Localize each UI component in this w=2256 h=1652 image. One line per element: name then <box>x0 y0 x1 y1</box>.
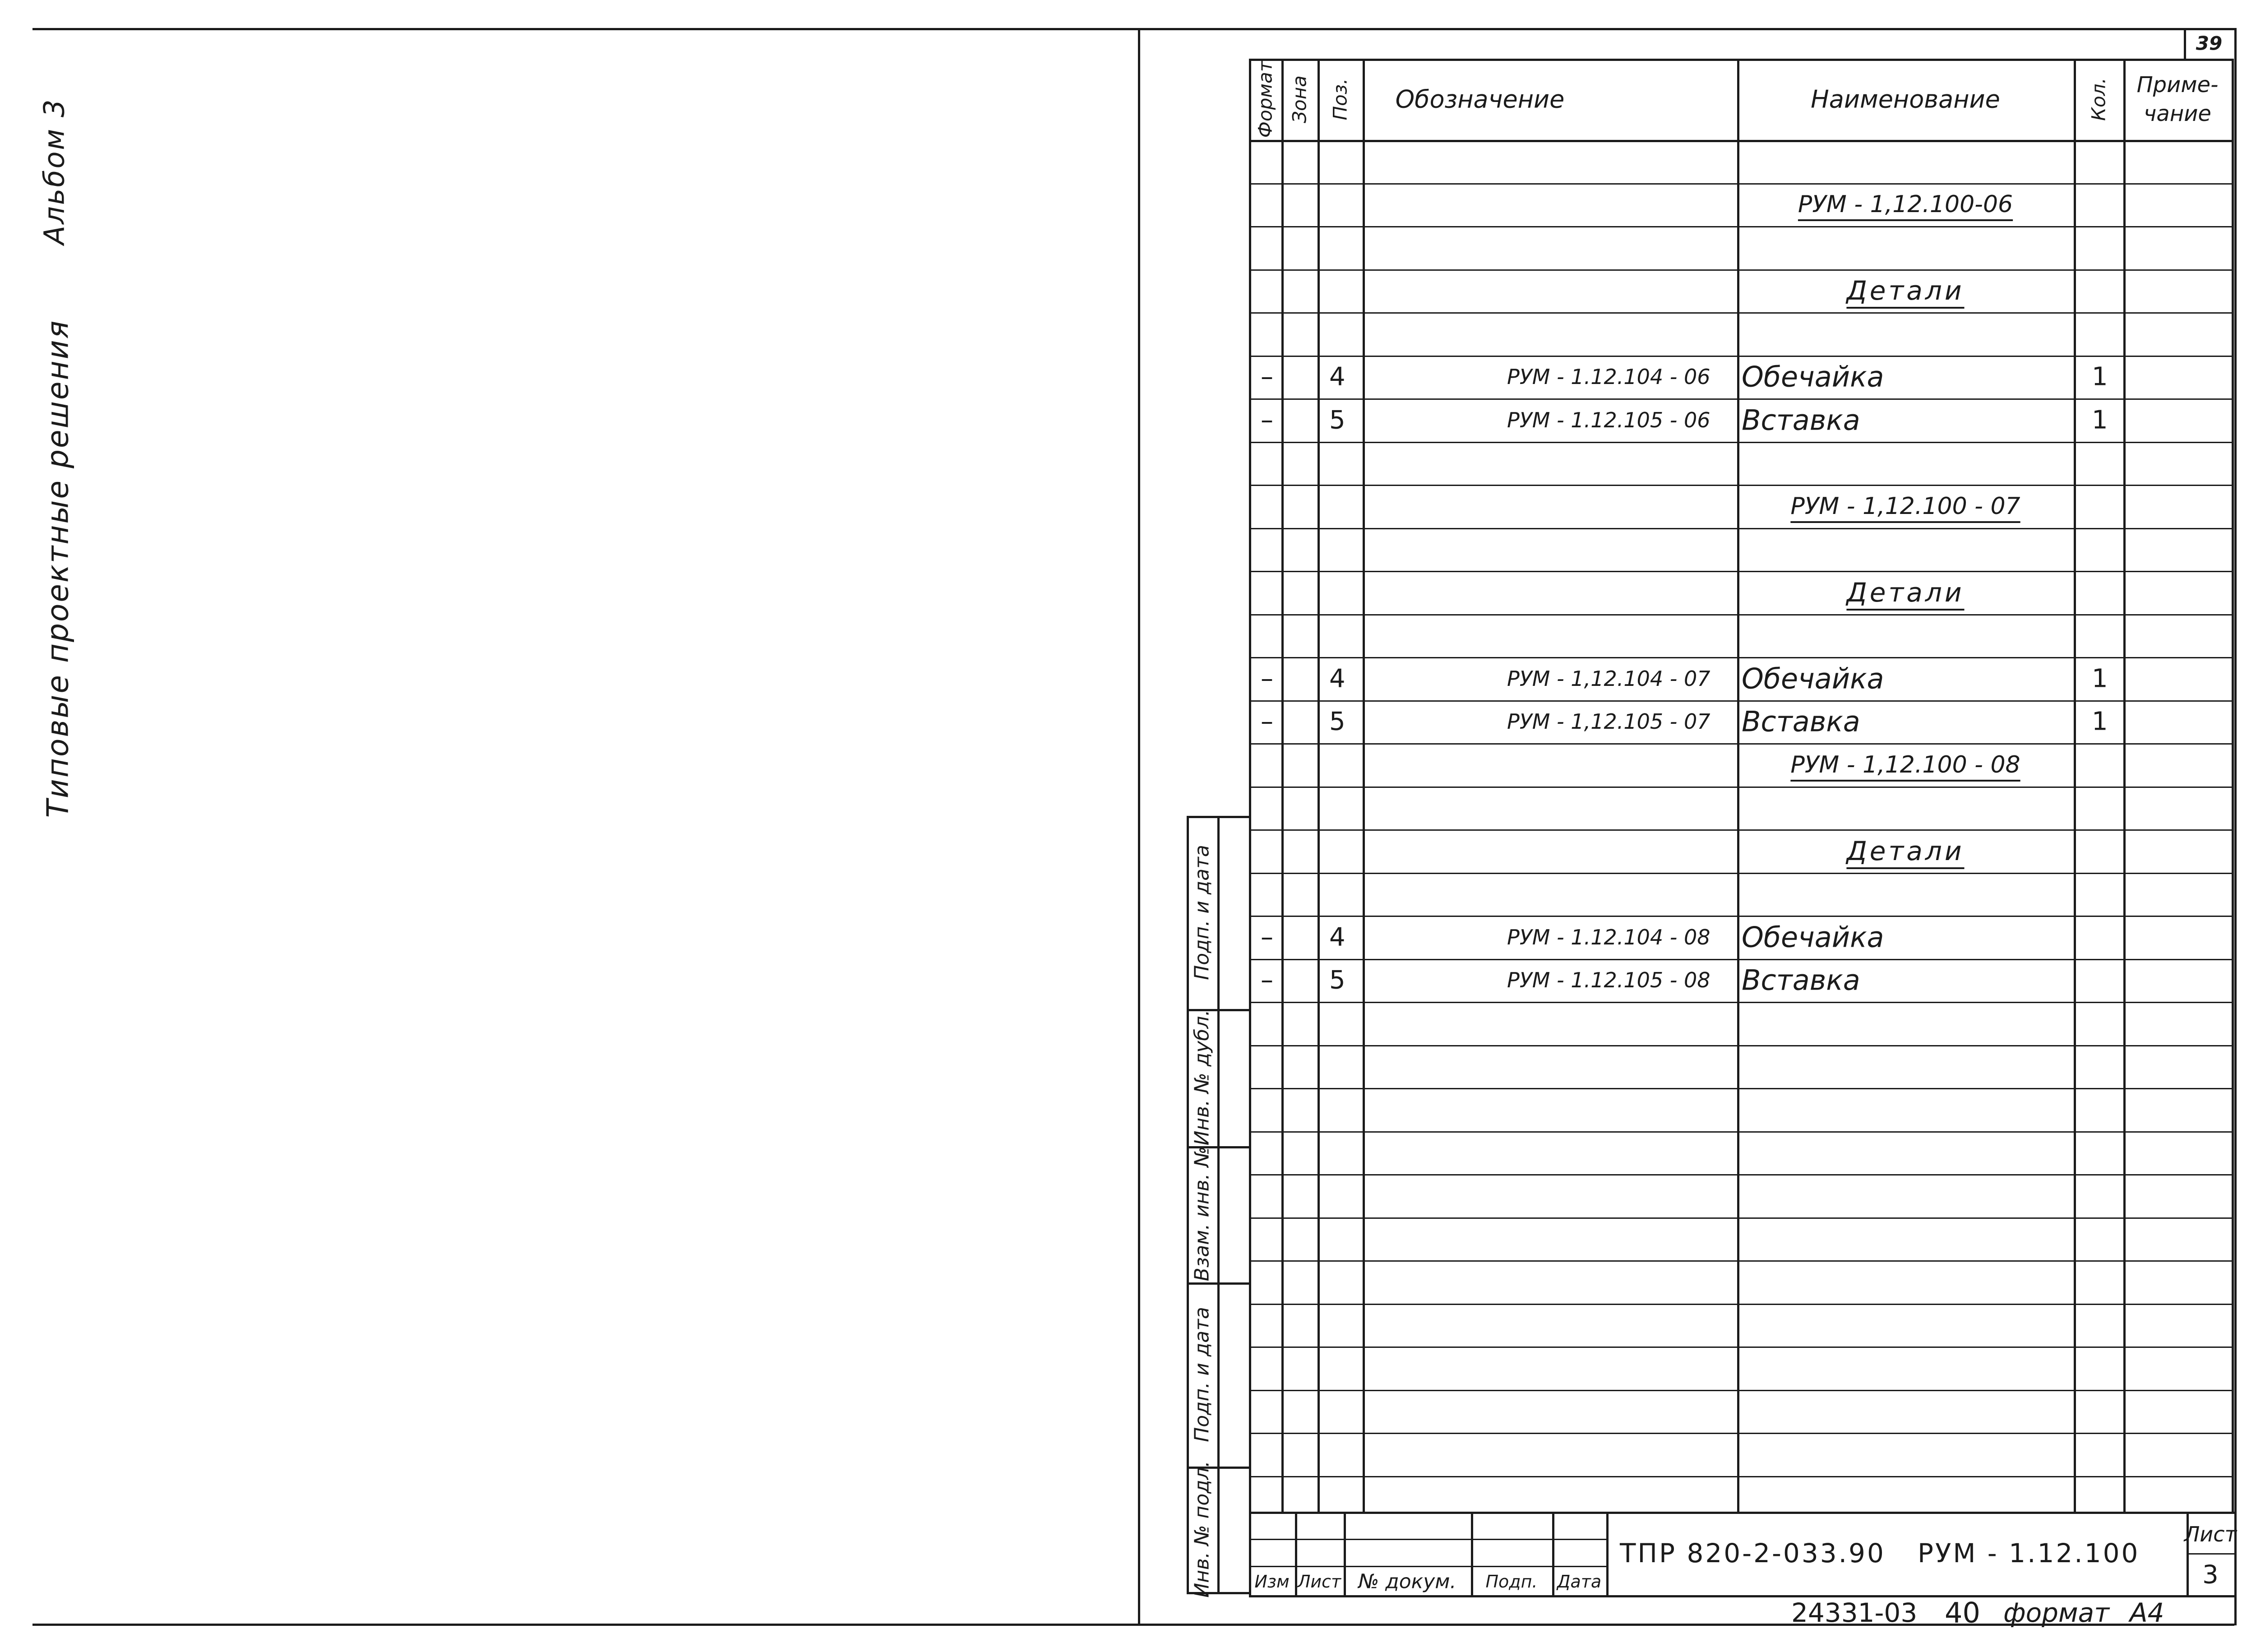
row-pos: 4 <box>1329 362 1345 392</box>
strip-outer-line <box>1187 816 1189 1592</box>
header-format: Формат <box>1254 60 1276 138</box>
album-label: Альбом 3 <box>37 98 71 245</box>
header-zone: Зона <box>1288 75 1311 123</box>
row-line <box>1249 226 2232 227</box>
top-border-left <box>32 28 1138 30</box>
header-pos: Поз. <box>1329 78 1351 120</box>
row-title: РУМ - 1,12.100-06 <box>1798 191 2013 218</box>
row-pos: 5 <box>1329 707 1345 736</box>
row-line <box>1249 1433 2232 1434</box>
row-line <box>1249 873 2232 874</box>
row-line <box>1249 1304 2232 1305</box>
label-inv-dubl: Инв. № дубл. <box>1190 1009 1214 1146</box>
row-line <box>1249 312 2232 314</box>
stamp-row-line <box>1249 1539 1606 1540</box>
row-line <box>1249 269 2232 271</box>
row-line <box>1249 614 2232 615</box>
row-designation: РУМ - 1.12.104 - 06 <box>1507 365 1710 389</box>
strip-divider <box>1187 1282 1249 1285</box>
sheet-box-divider <box>2187 1553 2234 1555</box>
column-line <box>2074 59 2076 1512</box>
row-line <box>1249 959 2232 960</box>
label-podp-data-top: Подп. и дата <box>1190 845 1214 980</box>
row-format: – <box>1261 922 1273 952</box>
side-title: Типовые проектные решения <box>40 319 75 818</box>
row-designation: РУМ - 1.12.105 - 06 <box>1507 407 1710 432</box>
row-line <box>1249 787 2232 788</box>
column-line <box>1737 59 1739 1512</box>
column-line <box>1318 59 1320 1512</box>
header-designation: Обозначение <box>1395 85 1565 114</box>
row-line <box>1249 1390 2232 1391</box>
footer-inventory: 24331-03 <box>1791 1597 1918 1628</box>
row-line <box>1249 1217 2232 1219</box>
top-border-right <box>1138 28 2234 30</box>
row-line <box>1249 657 2232 658</box>
header-note-line2: чание <box>2144 101 2211 126</box>
row-qty: 1 <box>2092 362 2108 392</box>
row-section: Детали <box>1846 577 1965 608</box>
stamp-doc-code: ТПР 820-2-033.90 <box>1620 1538 1886 1569</box>
stamp-data: Дата <box>1557 1572 1602 1592</box>
row-line <box>1249 1131 2232 1133</box>
row-format: – <box>1261 362 1273 392</box>
stamp-sheet-number: 3 <box>2202 1560 2219 1590</box>
row-section: Детали <box>1846 835 1965 866</box>
column-line <box>2232 59 2234 1512</box>
row-line <box>1249 1045 2232 1046</box>
row-line <box>1249 743 2232 745</box>
row-designation: РУМ - 1.12.104 - 08 <box>1507 925 1710 949</box>
row-format: – <box>1261 965 1273 995</box>
row-name: Вставка <box>1742 705 1860 738</box>
table-top-line <box>1249 59 2232 61</box>
row-line <box>1249 398 2232 400</box>
header-qty: Кол. <box>2087 78 2110 121</box>
row-format: – <box>1261 405 1273 435</box>
stamp-column-line <box>1471 1512 1473 1595</box>
row-designation: РУМ - 1,12.105 - 07 <box>1507 709 1710 734</box>
row-name: Вставка <box>1742 963 1860 997</box>
row-format: – <box>1261 707 1273 736</box>
frame-right-edge <box>2234 28 2237 1625</box>
stamp-row-line <box>1249 1566 1606 1567</box>
row-line <box>1249 916 2232 917</box>
row-line <box>1249 1347 2232 1348</box>
stamp-column-line <box>1295 1512 1297 1595</box>
row-line <box>1249 700 2232 702</box>
stamp-podp: Подп. <box>1485 1572 1538 1592</box>
row-line <box>1249 1476 2232 1477</box>
header-name: Наименование <box>1811 85 2000 114</box>
strip-inner-line <box>1217 816 1220 1592</box>
column-line <box>1363 59 1365 1512</box>
footer-format-label: формат <box>2003 1597 2109 1628</box>
stamp-column-line <box>1552 1512 1554 1595</box>
row-line <box>1249 571 2232 572</box>
row-name: Обечайка <box>1742 921 1884 954</box>
label-podp-data-bottom: Подп. и дата <box>1190 1307 1214 1442</box>
row-section: Детали <box>1846 275 1965 306</box>
row-line <box>1249 1174 2232 1175</box>
stamp-designation: РУМ - 1.12.100 <box>1918 1538 2140 1569</box>
row-line <box>1249 829 2232 831</box>
row-designation: РУМ - 1.12.105 - 08 <box>1507 968 1710 993</box>
column-line <box>2123 59 2126 1512</box>
row-qty: 1 <box>2092 405 2108 435</box>
label-vzam-inv: Взам. инв. № <box>1190 1146 1214 1282</box>
row-pos: 5 <box>1329 965 1345 995</box>
stamp-column-line <box>1606 1512 1609 1595</box>
header-note-line1: Приме- <box>2136 72 2219 97</box>
stamp-column-line <box>1344 1512 1346 1595</box>
row-line <box>1249 485 2232 486</box>
row-title: РУМ - 1,12.100 - 08 <box>1790 751 2020 778</box>
row-line <box>1249 528 2232 529</box>
stamp-sheet-label: Лист <box>2184 1522 2237 1546</box>
corner-box-top <box>2184 28 2234 29</box>
row-name: Обечайка <box>1742 360 1884 393</box>
column-line <box>1249 59 1251 1512</box>
stamp-list: Лист <box>1297 1572 1341 1592</box>
row-pos: 5 <box>1329 405 1345 435</box>
footer-page: 40 <box>1945 1596 1980 1629</box>
row-pos: 4 <box>1329 664 1345 694</box>
row-title: РУМ - 1,12.100 - 07 <box>1790 492 2020 520</box>
footer-format-value: А4 <box>2130 1597 2164 1628</box>
row-name: Вставка <box>1742 403 1860 437</box>
row-line <box>1249 1088 2232 1089</box>
stamp-izm: Изм <box>1254 1572 1290 1592</box>
stamp-top-line <box>1249 1512 2234 1514</box>
row-name: Обечайка <box>1742 662 1884 695</box>
stamp-ndokum: № докум. <box>1358 1570 1456 1593</box>
row-line <box>1249 183 2232 185</box>
strip-top-line <box>1187 816 1249 818</box>
corner-box-left <box>2184 28 2186 60</box>
row-line <box>1249 1002 2232 1003</box>
row-qty: 1 <box>2092 664 2108 694</box>
sheet-corner-number: 39 <box>2196 32 2223 55</box>
frame-left-edge <box>1138 28 1140 1625</box>
row-qty: 1 <box>2092 707 2108 736</box>
row-line <box>1249 356 2232 357</box>
row-designation: РУМ - 1,12.104 - 07 <box>1507 666 1710 691</box>
row-line <box>1249 442 2232 443</box>
label-inv-podl: Инв. № подл. <box>1190 1461 1214 1598</box>
row-line <box>1249 1260 2232 1262</box>
column-line <box>1281 59 1284 1512</box>
header-bottom-line <box>1249 140 2232 142</box>
row-pos: 4 <box>1329 922 1345 952</box>
stamp-column-line <box>1249 1512 1251 1595</box>
row-format: – <box>1261 664 1273 694</box>
